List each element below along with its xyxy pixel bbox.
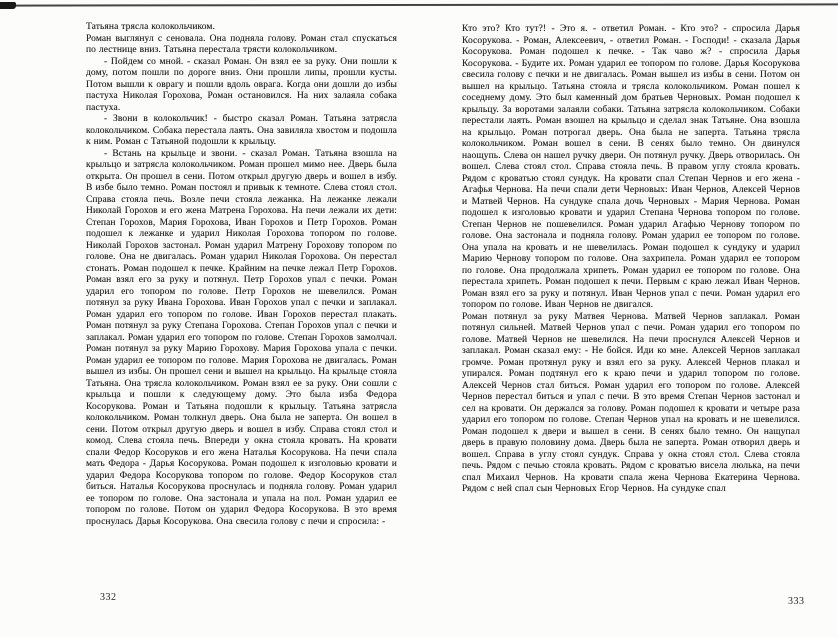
paragraph: Татьяна трясла колокольчиком. bbox=[86, 22, 216, 32]
paragraph: - Звони в колокольчик! - быстро сказал Роман. Татьяна затрясла колокольчиком. Собака перестала лаять. Она завиляла хвостом и подошла к ним. Роман с Татьяной подошли к крыльцу. bbox=[86, 114, 397, 147]
paragraph: - Пойдем со мной. - сказал Роман. Он взял ее за руку. Они пошли к дому, потом пошли по дороге вниз. Они прошли липы, прошли кусты. Потом вышли к оврагу и пошли вдоль оврага. Когда они дошли до избы пастуха Николая Горохова, Роман остановился. На них залаяла собака пастуха. bbox=[86, 56, 397, 113]
scan-artifact-top-edge bbox=[0, 3, 838, 6]
page-number-left: 332 bbox=[100, 592, 117, 603]
paragraph: Кто это? Кто тут?! - Это я. - ответил Роман. - Кто это? - спросила Дарья Косорукова. - Роман, Алексеевич, - ответил Роман. - Господи! - сказала Дарья Косорукова. Роман подошел к печке. - Так чаво ж? - спросила Дарья Косорукова. - Будите их. Роман ударил ее топором по голове. Дарья Косорукова свесила голову с печки и не двигалась. Роман вышел из избы в сени. Потом он вышел на крыльцо. Татьяна стояла и трясла колокольчиком. Роман пошел к соседнему дому. Это был каменный дом братьев Черновых. Роман подошел к крыльцу. За воротами залаяли собаки. Татьяна затрясла колокольчиком. Собаки перестали лаять. Роман взошел на крыльцо и сделал знак Татьяне. Она взошла на крыльцо. Роман потрогал дверь. Она была не заперта. Татьяна трясла колокольчиком. Роман вошел в сени. В сенях было темно. Он двинулся наощупь. Слева он нашел ручку двери. Он потянул ручку. Дверь отворилась. Он вошел. Слева стоял стол. Справа стояла печь. В правом углу стояла кровать. Рядом с кроватью стоял сундук. На кровати спал Степан Чернов и его жена - Агафья Чернова. На печи спали дети Черновых: Иван Чернов, Алексей Чернов и Матвей Чернов. На сундуке спала дочь Черновых - Мария Чернова. Роман подошел к изголовью кровати и ударил Степана Чернова топором по голове. Степан Чернов не пошевелился. Роман ударил Агафью Чернову топором по голове. Она застонала и подняла голову. Роман ударил ее топором по голове. Она упала на кровать и не шевелилась. Роман подошел к сундуку и ударил Марию Чернову топором по голове. Она захрипела. Роман ударил ее топором по голове. Она продолжала хрипеть. Роман ударил ее топором по голове. Она перестала хрипеть. Роман подошел к печи. Первым с краю лежал Иван Чернов. Роман взял его за руку и потянул. Иван Чернов упал с печи. Роман ударил его топором по голове. Иван Чернов не двигался. bbox=[462, 24, 800, 310]
paragraph: Роман потянул за руку Матвея Чернова. Матвей Чернов заплакал. Роман потянул сильней. Матвей Чернов упал с печи. Роман ударил его топором по голове. Матвей Чернов не шевелился. На печи проснулся Алексей Чернов и заплакал. Роман сказал ему: - Не бойся. Иди ко мне. Алексей Чернов заплакал громче. Роман протянул руку и взял его за руку. Алексей Чернов плакал и упирался. Роман подтянул его к краю печи и ударил топором по голове. Алексей Чернов стал биться. Роман ударил его топором по голове. Алексей Чернов перестал биться и упал с печи. В это время Степан Чернов застонал и сел на кровати. Он держался за голову. Роман подошел к кровати и четыре раза ударил его топором по голове. Степан Чернов упал на кровать и не шевелился. Роман подошел к двери и вышел в сени. В сенях было темно. Он нащупал дверь в правую половину дома. Дверь была не заперта. Роман отворил дверь и вошел. Справа в углу стоял сундук. Справа у окна стоял стол. Слева стояла печь. Рядом с печью стояла кровать. Рядом с кроватью висела люлька, на печи спал Михаил Чернов. На кровати спала жена Чернова Екатерина Чернова. Рядом с ней спал сын Черновых Егор Чернов. На сундуке спал bbox=[462, 311, 800, 494]
paragraph: - Встань на крыльце и звони. - сказал Роман. Татьяна взошла на крыльцо и затрясла колокольчиком. Роман прошел мимо нее. Дверь была открыта. Он прошел в сени. Потом открыл другую дверь и вошел в избу. В избе было темно. Роман постоял и привык к темноте. Слева стоял стол. Справа стояла печь. Возле печи стояла лежанка. На лежанке лежали Николай Горохов и его жена Матрена Горохова. На печи лежали их дети: Степан Горохов, Мария Горохова, Иван Горохов и Петр Горохов. Роман подошел к лежанке и ударил Николая Горохова топором по голове. Николай Горохов застонал. Роман ударил Матрену Горохову топором по голове. Она не двигалась. Роман ударил Николая Горохова. Он перестал стонать. Роман подошел к печке. Крайним на печке лежал Петр Горохов. Роман взял его за руку и потянул. Петр Горохов упал с печки. Роман ударил его топором по голове. Петр Горохов не шевелился. Роман потянул за руку Ивана Горохова. Иван Горохов упал с печки и заплакал. Роман ударил его топором по голове. Иван Горохов перестал плакать. Роман потянул за руку Степана Горохова. Степан Горохов упал с печки и заплакал. Роман ударил его топором по голове. Степан Горохов замолчал. Роман потянул за руку Марию Горохову. Мария Горохова упала с печки. Роман ударил ее топором по голове. Мария Горохова не двигалась. Роман вышел из избы. Он прошел сени и вышел на крыльцо. На крыльце стояла Татьяна. Она трясла колокольчиком. Роман взял ее за руку. Они сошли с крыльца и пошли к следующему дому. Это была изба Федора Косорукова. Роман и Татьяна подошли к крыльцу. Татьяна затрясла колокольчиком. Роман толкнул дверь. Она была не заперта. Он вошел в сени. Потом открыл другую дверь и вошел в избу. Справа стоял стол и комод. Слева стояла печь. Впереди у окна стояла кровать. На кровати спали Федор Косоруков и его жена Наталья Косорукова. На печи спала мать Федора - Дарья Косорукова. Роман подошел к изголовью кровати и ударил Федора Косорукова топором по голове. Федор Косоруков стал биться. Наталья Косорукова проснулась и подняла голову. Роман ударил ее топором по голове. Она застонала и упала на пол. Роман ударил ее топором по голове. Потом он ударил Федора Косорукова. В это время проснулась Дарья Косорукова. Она свесила голову с печи и спросила: - bbox=[86, 148, 397, 527]
page-left-text-block bbox=[86, 22, 397, 528]
scan-artifact-top-left-corner bbox=[0, 2, 16, 9]
paragraph: Роман выглянул с сеновала. Она подняла голову. Роман стал спускаться по лестнице вниз. Татьяна перестала трясти колокольчиком. bbox=[86, 33, 397, 55]
page-right-text-block bbox=[462, 24, 800, 496]
page-number-right: 333 bbox=[788, 596, 805, 607]
